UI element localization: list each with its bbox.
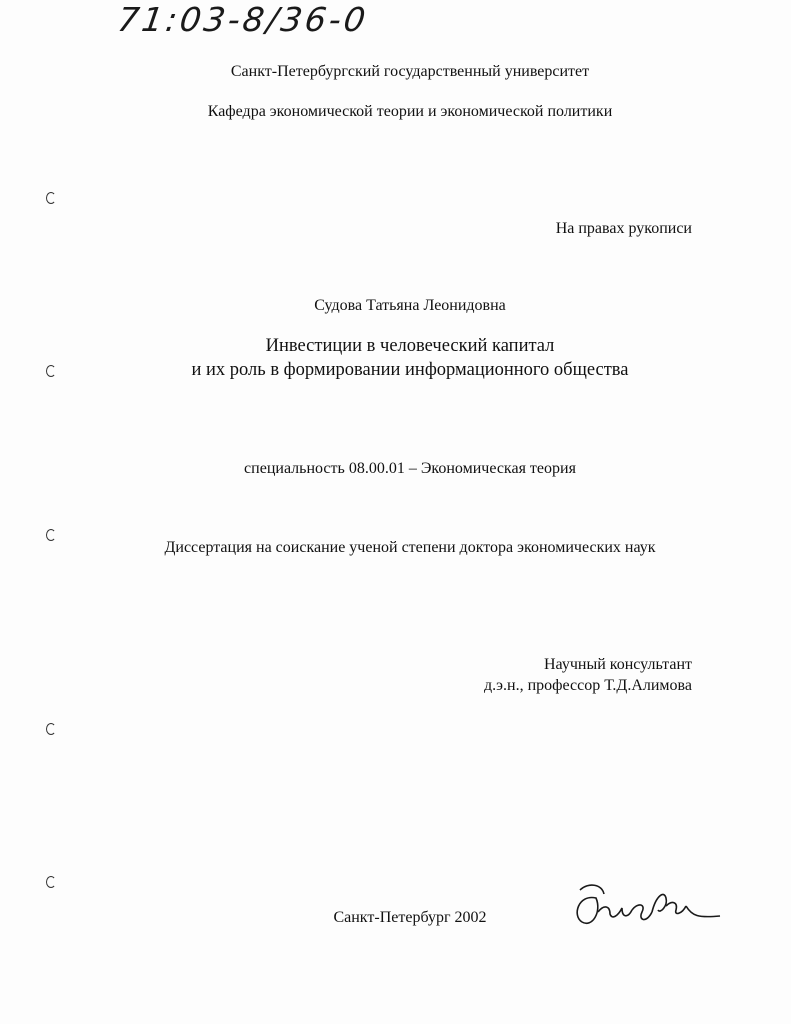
binding-hole-icon [46, 723, 56, 735]
university-name: Санкт-Петербургский государственный университет [230, 63, 590, 80]
dissertation-title-line2: и их роль в формировании информационного общества [191, 360, 629, 380]
binding-hole-icon [46, 529, 56, 541]
degree-statement: Диссертация на соискание ученой степени доктора экономических наук [164, 539, 656, 556]
author-signature [568, 876, 728, 936]
city-year: Санкт-Петербург 2002 [333, 909, 487, 926]
binding-hole-icon [46, 876, 56, 888]
binding-hole-icon [46, 365, 56, 377]
author-name: Судова Татьяна Леонидовна [314, 297, 506, 314]
archive-code: 71:03-8/36-0 [115, 0, 371, 39]
binding-hole-icon [46, 192, 56, 204]
dissertation-title-line1: Инвестиции в человеческий капитал [265, 336, 555, 356]
advisor-name: д.э.н., профессор Т.Д.Алимова [484, 677, 692, 694]
manuscript-rights: На правах рукописи [555, 220, 692, 237]
department-name: Кафедра экономической теории и экономической политики [207, 103, 613, 120]
advisor-label: Научный консультант [544, 656, 692, 673]
specialty: специальность 08.00.01 – Экономическая теория [244, 460, 576, 477]
